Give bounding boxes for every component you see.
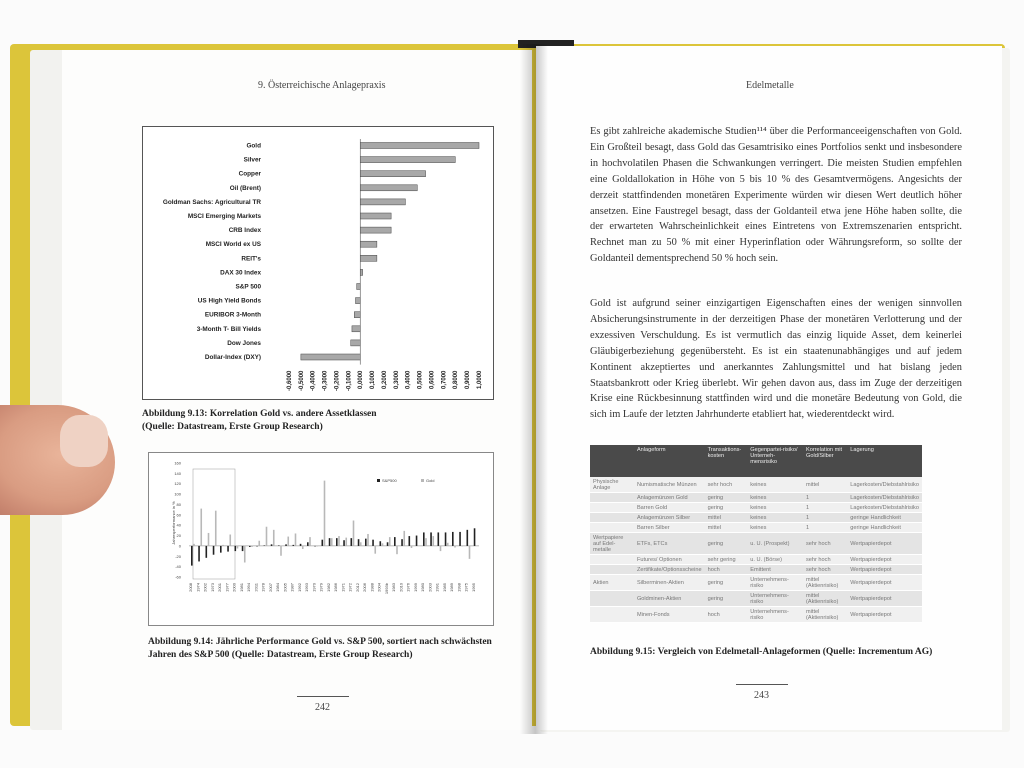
correlation-bar — [360, 241, 377, 247]
x-tick-label: 1987 — [289, 583, 295, 592]
table-cell — [590, 607, 634, 623]
x-tick-label: 2011 — [253, 583, 259, 592]
gold-bar — [396, 546, 398, 554]
y-tick-label: 0 — [178, 543, 181, 549]
y-tick-label: 60 — [176, 512, 181, 518]
legend-swatch — [421, 479, 424, 482]
table-row — [590, 607, 922, 623]
tick-label: 0,3000 — [393, 370, 400, 389]
table-cell: Wertpapierdepot — [847, 555, 922, 565]
correlation-bar — [360, 171, 425, 177]
y-tick-label: 100 — [174, 491, 181, 497]
category-label: Dollar-Index (DXY) — [204, 354, 261, 361]
correlation-bar — [351, 340, 361, 346]
correlation-bar — [360, 227, 391, 233]
table-cell: Lagerkosten/Diebstahlrisiko — [847, 503, 922, 513]
table-cell: keines — [747, 503, 803, 513]
left-page-rule — [297, 696, 349, 697]
x-tick-label: 2008 — [188, 583, 193, 592]
figure-2-caption — [148, 636, 492, 662]
table-cell: Wertpapiere auf Edel-metalle — [590, 533, 634, 555]
sp500-bar — [343, 540, 345, 546]
x-tick-label: 1999 — [412, 583, 418, 592]
sp500-bar — [278, 545, 280, 546]
x-tick-label: 2003 — [427, 583, 433, 592]
sp500-bar — [394, 537, 396, 546]
gold-bar — [266, 527, 268, 546]
correlation-bar — [354, 312, 360, 318]
table-cell: Lagerkosten/Diebstahlrisiko — [847, 493, 922, 503]
sp500-bar — [249, 546, 251, 547]
table-cell: Emittent — [747, 565, 803, 575]
table-cell: Barren Gold — [634, 503, 705, 513]
tick-label: 1,0000 — [477, 370, 483, 389]
gold-bar — [432, 536, 434, 546]
x-tick-label: 1991 — [434, 583, 440, 592]
gold-bar — [331, 538, 333, 546]
category-label: S&P 500 — [235, 283, 261, 291]
gold-bar — [273, 530, 275, 546]
y-tick-label: 20 — [176, 533, 181, 539]
gold-bar — [295, 533, 297, 545]
x-tick-label: 1992 — [296, 583, 302, 592]
category-label: 3-Month T- Bill Yields — [196, 325, 261, 333]
x-tick-label: 1975 — [463, 583, 469, 592]
sp500-bar — [372, 540, 374, 546]
gold-bar — [215, 511, 217, 546]
sp500-bar — [409, 536, 411, 546]
gold-bar — [193, 544, 195, 546]
gold-bar — [229, 535, 231, 546]
sp500-bar — [380, 541, 382, 546]
table-cell: u. U. (Prospekt) — [747, 533, 803, 555]
tick-label: 0,5000 — [417, 370, 424, 389]
gold-bar — [403, 531, 405, 546]
sp500-bar — [401, 539, 403, 546]
gold-bar — [411, 546, 413, 548]
table-cell: Zertifikate/Optionsscheine — [634, 565, 705, 575]
sp500-bar — [235, 546, 237, 551]
y-tick-label: 140 — [174, 470, 181, 476]
x-tick-label: 1993 — [304, 583, 309, 592]
table-caption: Abbildung 9.15: Vergleich von Edelmetall-Anlageformen (Quelle: Incrementum AG) — [590, 647, 933, 657]
table-cell: Wertpapierdepot — [847, 575, 922, 591]
correlation-bar — [360, 185, 417, 191]
x-tick-label: 1995 — [470, 583, 476, 592]
correlation-bar — [360, 143, 479, 149]
table-cell: Barren Silber — [634, 523, 705, 533]
table-cell: hoch — [705, 607, 748, 623]
tick-label: -0,4000 — [310, 370, 317, 391]
tick-label: 0,2000 — [382, 370, 388, 389]
thumbnail — [60, 415, 108, 467]
table-cell: sehr hoch — [803, 555, 847, 565]
gold-bar — [367, 534, 369, 546]
table-row — [590, 513, 922, 523]
sp500-bar — [307, 542, 309, 546]
table-cell: gering — [705, 575, 748, 591]
gold-bar — [302, 546, 304, 549]
table-cell: Silberminen-Aktien — [634, 575, 705, 591]
table-cell: Aktien — [590, 575, 634, 591]
correlation-bar — [301, 354, 360, 360]
sp500-bar — [256, 546, 258, 547]
table-cell: Numismatische Münzen — [634, 477, 705, 493]
sp500-bar — [336, 538, 338, 546]
figure-1-caption — [142, 408, 377, 434]
gold-bar — [338, 536, 340, 546]
tick-label: 0,7000 — [441, 370, 448, 389]
table-cell: gering — [705, 533, 748, 555]
left-page-number: 242 — [315, 702, 330, 713]
y-tick-label: -60 — [175, 574, 181, 580]
x-tick-label: 1985 — [441, 583, 447, 592]
legend-label: Gold — [426, 478, 435, 483]
paragraph-1-text: Es gibt zahlreiche akademische Studien¹¹⁴ über die Performanceeigenschaften von Gold. Ein Großteil besagt, dass Gold das Gesamtrisiko eines Portfolios senkt und insbesondere in hochvolatilen Phasen die Schwankungen verringert. Die meisten Studien empfehlen eine Goldallokation in Höhe von 5 bis 10 % des Gesamtvermögens. Angesichts der derzeit stattfindenden monetären Experimente würden wir diesen Wert deutlich höher ansetzen. Eine Faustregel besagt, dass der Goldanteil etwa jene Höhe haben sollte, die der erwarteten Wahrscheinlichkeit eines Eintretens von Extremszenarien entspricht. Rechnet man zu 50 % mit einer Hyperinflation oder Währungsreform, so sollte der Goldanteil dementsprechend 50 % hoch sein. — [590, 126, 962, 265]
table-cell: sehr hoch — [803, 533, 847, 555]
tick-label: -0,5000 — [298, 370, 305, 391]
table-cell: ETFs, ETCs — [634, 533, 705, 555]
figure-1-caption-line2: (Quelle: Datastream, Erste Group Research) — [142, 422, 323, 432]
gold-bar — [447, 543, 449, 546]
category-label: MSCI World ex US — [205, 241, 261, 249]
table-header-cell — [590, 445, 634, 477]
x-tick-label: 1986 — [333, 583, 338, 592]
sp500-bar — [438, 532, 440, 545]
table-cell: mittel (Aktienrisiko) — [803, 607, 847, 623]
sp500-bar — [423, 532, 425, 545]
x-tick-label: 1977 — [224, 583, 230, 592]
tick-label: -0,1000 — [346, 370, 353, 391]
gold-bar — [418, 545, 420, 546]
x-tick-label: 1970 — [311, 583, 317, 592]
table-cell — [590, 493, 634, 503]
sp500-bar — [467, 530, 469, 546]
table-cell: Unternehmens-risiko — [747, 607, 803, 623]
table-cell: Anlagemünzen Gold — [634, 493, 705, 503]
table-row — [590, 555, 922, 565]
table-header-cell: Transaktions-kosten — [705, 445, 748, 477]
correlation-bar — [360, 199, 405, 205]
gold-bar — [389, 537, 391, 546]
table-cell: Futures/ Optionen — [634, 555, 705, 565]
table-cell: mittel (Aktienrisiko) — [803, 591, 847, 607]
sp500-bar — [329, 538, 331, 546]
sp500-bar — [459, 532, 461, 546]
gold-bar — [222, 545, 224, 546]
figure-1-caption-line1: Abbildung 9.13: Korrelation Gold vs. andere Assetklassen — [142, 409, 377, 419]
sp500-bar — [387, 542, 389, 546]
correlation-chart — [143, 127, 493, 399]
x-tick-label: 2010 — [398, 583, 404, 592]
gold-bar — [461, 546, 463, 547]
table-cell: Wertpapierdepot — [847, 533, 922, 555]
gold-bar — [316, 546, 318, 547]
y-tick-label: 120 — [174, 481, 181, 487]
body-paragraph-1 — [590, 124, 962, 267]
x-tick-label: 1998 — [456, 583, 462, 592]
correlation-bar — [357, 284, 361, 290]
x-tick-label: 2007 — [267, 583, 273, 592]
table-cell: 1 — [803, 503, 847, 513]
sp500-bar — [416, 536, 418, 546]
x-tick-label: 2002 — [202, 583, 208, 592]
x-tick-label: 1979 — [318, 583, 324, 592]
tick-label: 0,4000 — [405, 370, 412, 389]
table-cell: 1 — [803, 493, 847, 503]
x-tick-label: 1980 — [420, 583, 425, 592]
table-row — [590, 477, 922, 493]
x-tick-label: 2012 — [354, 583, 360, 592]
category-label: Dow Jones — [227, 339, 261, 347]
sp500-bar — [365, 539, 367, 546]
sp500-bar — [227, 546, 229, 552]
table-cell: geringe Handlichkeit — [847, 523, 922, 533]
table-cell: hoch — [705, 565, 748, 575]
tick-label: -0,3000 — [322, 370, 329, 391]
x-tick-label: 1973 — [209, 583, 215, 592]
table-cell: Minen-Fonds — [634, 607, 705, 623]
right-page-number: 243 — [754, 690, 769, 701]
y-tick-label: 40 — [176, 522, 181, 528]
sp500-bar — [430, 532, 432, 545]
y-tick-label: 160 — [174, 460, 181, 466]
gold-bar — [208, 533, 210, 546]
table-row — [590, 533, 922, 555]
gold-bar — [251, 546, 253, 547]
sp500-bar — [351, 538, 353, 546]
category-label: REIT's — [241, 255, 261, 263]
tick-label: -0,2000 — [334, 370, 341, 391]
table-cell: 1 — [803, 513, 847, 523]
category-label: US High Yield Bonds — [197, 297, 261, 305]
table-cell: sehr hoch — [705, 477, 748, 493]
table-header-cell: Gegenpartei-risiko/ Unterneh-mensrisiko — [747, 445, 803, 477]
sp500-bar — [206, 546, 208, 558]
x-tick-label: 1976 — [405, 583, 411, 592]
correlation-bar — [360, 157, 455, 163]
table-row — [590, 575, 922, 591]
correlation-bar — [360, 269, 362, 275]
sp500-bar — [300, 544, 302, 546]
table-cell: gering — [705, 503, 748, 513]
table-cell: mittel (Aktienrisiko) — [803, 575, 847, 591]
category-label: CRB Index — [228, 227, 261, 235]
tick-label: 0,1000 — [370, 370, 377, 389]
sp500-bar — [314, 546, 316, 547]
category-label: Silver — [243, 156, 261, 164]
gold-bar — [345, 538, 347, 546]
table-header-cell: Korrelation mit Gold/Silber — [803, 445, 847, 477]
correlation-bar — [352, 326, 360, 332]
category-label: MSCI Emerging Markets — [187, 213, 261, 220]
x-tick-label: 1982 — [325, 583, 331, 592]
table-cell: keines — [747, 523, 803, 533]
sp500-bar — [271, 544, 273, 546]
table-cell: Goldminen-Aktien — [634, 591, 705, 607]
sp500-bar — [191, 546, 193, 566]
table-cell: Wertpapierdepot — [847, 591, 922, 607]
gold-bar — [353, 521, 355, 546]
x-tick-label: 1989 — [449, 583, 454, 592]
table-cell: u. U. (Börse) — [747, 555, 803, 565]
table-header-cell: Lagerung — [847, 445, 922, 477]
correlation-chart-frame — [142, 126, 494, 400]
gold-bar — [440, 546, 442, 551]
table-cell — [590, 503, 634, 513]
x-tick-label: 1978 — [260, 583, 266, 592]
table-cell — [590, 513, 634, 523]
gold-bar — [287, 537, 289, 546]
table-cell: gering — [705, 493, 748, 503]
gold-bar — [200, 509, 202, 546]
gold-bar — [469, 546, 471, 559]
table-cell — [590, 523, 634, 533]
x-tick-label: 1981 — [238, 583, 244, 592]
right-page-rule — [736, 684, 788, 685]
table-cell: Wertpapierdepot — [847, 565, 922, 575]
table-cell: gering — [705, 591, 748, 607]
gold-bar — [324, 481, 326, 546]
gold-bar — [425, 538, 427, 546]
tick-label: 0,6000 — [429, 370, 436, 389]
table-body — [590, 477, 922, 623]
category-label: Copper — [238, 170, 261, 178]
table-cell: Unternehmens-risiko — [747, 591, 803, 607]
table-cell: mittel — [705, 523, 748, 533]
table-cell: Wertpapierdepot — [847, 607, 922, 623]
x-tick-label: 1993b — [383, 583, 389, 595]
gold-bar — [237, 546, 239, 549]
right-running-head: Edelmetalle — [746, 80, 794, 91]
x-tick-label: 2001 — [217, 583, 222, 592]
table-cell: keines — [747, 493, 803, 503]
table-cell: keines — [747, 477, 803, 493]
table-row — [590, 523, 922, 533]
table-row — [590, 591, 922, 607]
gold-bar — [280, 546, 282, 556]
category-label: EURIBOR 3-Month — [204, 311, 261, 319]
sp500-bar — [445, 532, 447, 545]
correlation-bar — [360, 255, 377, 261]
left-running-head: 9. Österreichische Anlagepraxis — [258, 80, 386, 91]
table-cell: geringe Handlichkeit — [847, 513, 922, 523]
x-tick-label: 2004 — [376, 583, 382, 592]
tick-label: -0,6000 — [287, 370, 293, 391]
y-axis-label: Jahresperformance in % — [171, 501, 176, 545]
table-cell: mittel — [803, 477, 847, 493]
category-label: Oil (Brent) — [229, 184, 261, 192]
sp500-bar — [285, 544, 287, 546]
correlation-bar — [356, 298, 361, 304]
x-tick-label: 1994 — [246, 583, 251, 592]
sp500-bar — [264, 545, 266, 546]
table-cell — [590, 565, 634, 575]
tick-label: 0,0000 — [358, 370, 365, 389]
gold-bar — [382, 543, 384, 546]
category-label: DAX 30 Index — [220, 269, 261, 277]
y-tick-label: 80 — [176, 501, 181, 507]
table-header-cell: Anlageform — [634, 445, 705, 477]
y-tick-label: -40 — [175, 564, 181, 570]
x-tick-label: 2005 — [282, 583, 288, 592]
comparison-table — [590, 445, 922, 623]
table-cell: Anlagemünzen Silber — [634, 513, 705, 523]
figure-2-caption-line2: Jahren des S&P 500 (Quelle: Datastream, Erste Group Research) — [148, 650, 413, 660]
table-header-row — [590, 445, 922, 477]
legend-swatch — [377, 479, 380, 482]
legend-label: S&P500 — [382, 478, 397, 483]
highlight-box — [193, 469, 235, 579]
performance-chart — [149, 453, 493, 625]
gold-bar — [244, 546, 246, 563]
sp500-bar — [452, 532, 454, 546]
gold-bar — [454, 546, 456, 548]
gold-bar — [374, 546, 376, 554]
sp500-bar — [242, 546, 244, 551]
figure-2-caption-line1: Abbildung 9.14: Jährliche Performance Gold vs. S&P 500, sortiert nach schwächsten — [148, 637, 492, 647]
y-tick-label: -20 — [175, 553, 181, 559]
category-label: Gold — [246, 142, 261, 150]
table-cell: Lagerkosten/Diebstahlrisiko — [847, 477, 922, 493]
x-tick-label: 2000 — [231, 583, 237, 592]
book-gutter — [520, 44, 548, 734]
x-tick-label: 1988 — [369, 583, 375, 592]
body-paragraph-2 — [590, 296, 962, 423]
sp500-bar — [198, 546, 200, 562]
table-row — [590, 503, 922, 513]
table-cell: Unternehmens-risiko — [747, 575, 803, 591]
gold-bar — [360, 542, 362, 546]
x-tick-label: 1983 — [391, 583, 396, 592]
gold-bar — [476, 545, 478, 546]
table-cell: sehr gering — [705, 555, 748, 565]
tick-label: 0,8000 — [453, 370, 460, 389]
x-tick-label: 1972 — [347, 583, 353, 592]
x-tick-label: 1971 — [340, 583, 346, 592]
tick-label: 0,9000 — [465, 370, 472, 389]
performance-chart-frame — [148, 452, 494, 626]
gold-bar — [309, 537, 311, 546]
sp500-bar — [213, 546, 215, 555]
table-cell — [590, 555, 634, 565]
table-cell: sehr hoch — [803, 565, 847, 575]
x-tick-label: 1984 — [275, 583, 280, 592]
sp500-bar — [322, 540, 324, 546]
sp500-bar — [293, 545, 295, 546]
sp500-bar — [358, 539, 360, 546]
table-cell — [590, 591, 634, 607]
category-label: Goldman Sachs: Agricultural TR — [162, 198, 261, 206]
table-cell: keines — [747, 513, 803, 523]
sp500-bar — [474, 528, 476, 546]
table-cell: 1 — [803, 523, 847, 533]
table-row — [590, 565, 922, 575]
table-cell: mittel — [705, 513, 748, 523]
x-tick-label: 2006 — [362, 583, 367, 592]
gold-bar — [258, 541, 260, 546]
x-tick-label: 1974 — [195, 583, 201, 592]
sp500-bar — [220, 546, 222, 553]
correlation-bar — [360, 213, 391, 219]
table-cell: Physische Anlage — [590, 477, 634, 493]
table-row — [590, 493, 922, 503]
paragraph-2-text: Gold ist aufgrund seiner einzigartigen Eigenschaften eines der wenigen sinnvollen Absicherungsinstrumente in der derzeitigen Phase der monetären Verlotterung und der exzessiven Verschuldung. Es ist vermutlich das einzig liquide Asset, dem keinerlei Gläubigerbeziehung gegenübersteht. Es ist ein staatenunabhängiges und auf jedem Kontinent akzeptiertes und anerkanntes Zahlungsmittel und hat bislang jeden Staatsbankrott oder Krieg überlebt. Wir gehen davon aus, dass im Zuge der derzeitigen Krise eine Rückbesinnung stattfinden wird und die monetäre Bedeutung von Gold, die sich im Laufe der letzten Jahrhunderte etabliert hat, wiederentdeckt wird. — [590, 298, 962, 421]
